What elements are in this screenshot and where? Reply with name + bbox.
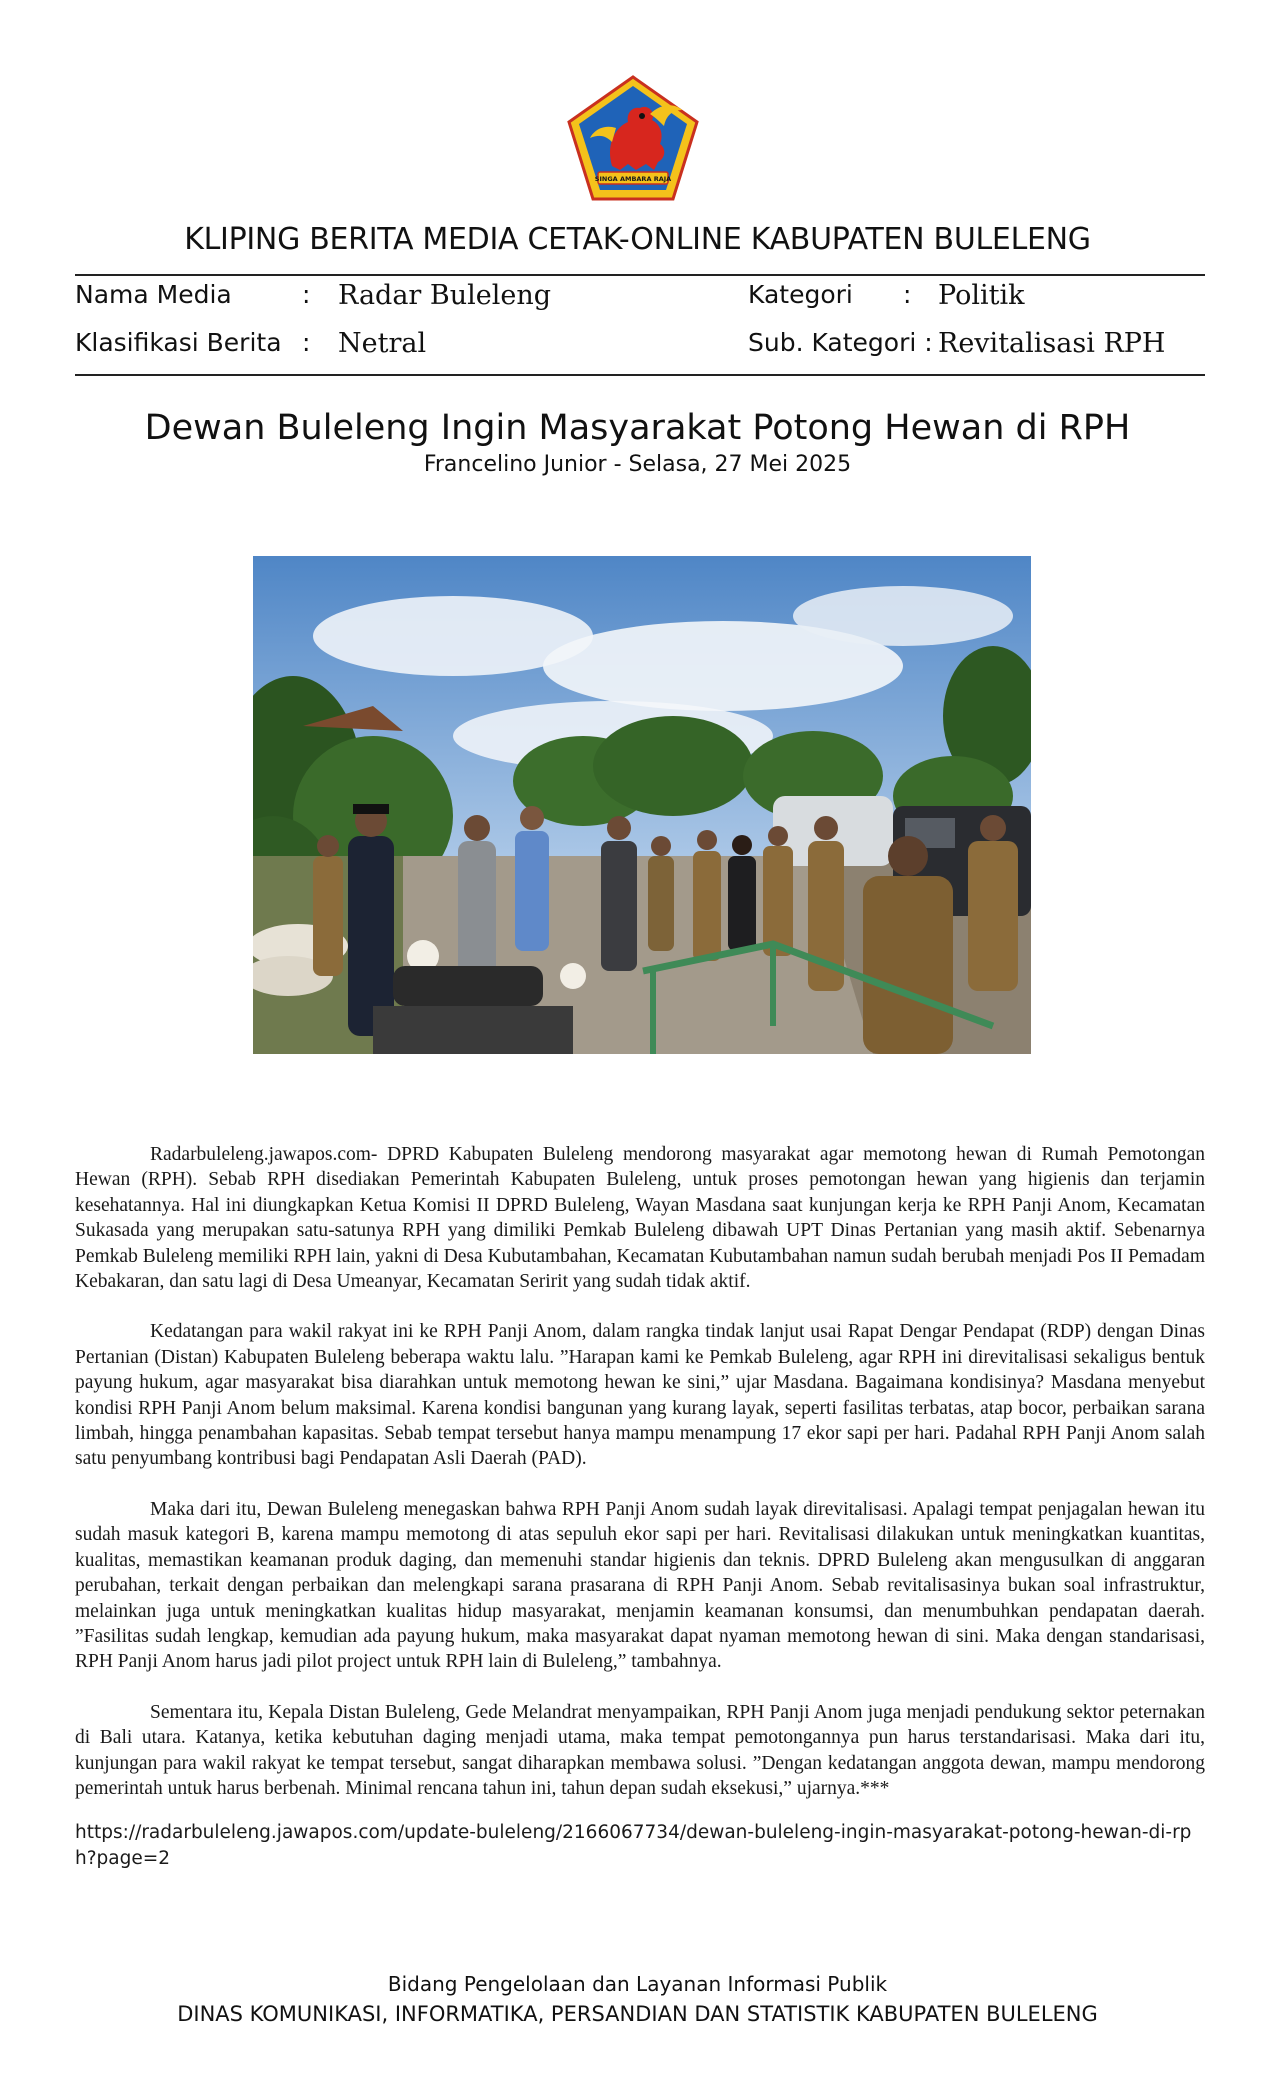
nama-media-value: Radar Buleleng bbox=[338, 280, 552, 311]
klasifikasi-value: Netral bbox=[338, 328, 427, 359]
header-divider-top bbox=[75, 274, 1205, 276]
article-paragraph: Kedatangan para wakil rakyat ini ke RPH Panji Anom, dalam rangka tindak lanjut usai Rapat Dengar Pendapat (RDP) dengan Dinas Pertanian (Distan) Kabupaten Buleleng beberapa waktu lalu. ”Harapan kami ke Pemkab Buleleng, agar RPH ini direvitalisasi sekaligus bentuk payung hukum, agar masyarakat bisa diarahkan untuk memotong hewan ke sini,” ujar Masdana. Bagaimana kondisinya? Masdana menyebut kondisi RPH Panji Anom belum maksimal. Karena kondisi bangunan yang kurang layak, seperti fasilitas terbatas, atap bocor, perbaikan sarana limbah, hingga penambahan kapasitas. Sebab tempat tersebut hanya mampu menampung 17 ekor sapi per hari. Padahal RPH Panji Anom salah satu penyumbang kontribusi bagi Pendapatan Asli Daerah (PAD). bbox=[75, 1321, 1205, 1470]
article-paragraph: Sementara itu, Kepala Distan Buleleng, Gede Melandrat menyampaikan, RPH Panji Anom juga menjadi pendukung sektor peternakan di Bali utara. Katanya, ketika kebutuhan daging menjadi utama, maka tempat pemotongannya pun harus terstandarisasi. Maka dari itu, kunjungan para wakil rakyat ke tempat tersebut, sangat diharapkan membawa solusi. ”Dengan kedatangan anggota dewan, mampu mendorong pemerintah untuk harus berbenah. Minimal rencana tahun ini, tahun depan sudah eksekusi,” ujarnya.*** bbox=[75, 1701, 1205, 1799]
sub-kategori-value: Revitalisasi RPH bbox=[938, 328, 1166, 359]
page-header-title: KLIPING BERITA MEDIA CETAK-ONLINE KABUPATEN BULELENG bbox=[184, 222, 1091, 257]
article-byline: Francelino Junior - Selasa, 27 Mei 2025 bbox=[423, 452, 852, 477]
article-paragraph: Maka dari itu, Dewan Buleleng menegaskan bahwa RPH Panji Anom sudah layak direvitalisasi. Apalagi tempat penjagalan hewan itu sudah masuk kategori B, karena mampu memotong di atas sepuluh ekor sapi per hari. Revitalisasi dilakukan untuk meningkatkan kuantitas, kualitas, memastikan keamanan produk daging, dan memenuhi standar higienis dan teknis. DPRD Buleleng akan mengusulkan di anggaran perubahan, terkait dengan perbaikan dan melengkapi sarana prasarana di RPH Panji Anom. Sebab revitalisasinya bukan soal infrastruktur, melainkan juga untuk meningkatkan kualitas hidup masyarakat, menjamin keamanan konsumsi, dan menumbuhkan pendapatan daerah. ”Fasilitas sudah lengkap, kemudian ada payung hukum, maka masyarakat dapat nyaman memotong hewan di sini. Maka dengan standarisasi, RPH Panji Anom harus jadi pilot project untuk RPH lain di Buleleng,” tambahnya. bbox=[75, 1498, 1205, 1673]
kategori-colon: : bbox=[903, 280, 912, 309]
footer-agency: DINAS KOMUNIKASI, INFORMATIKA, PERSANDIAN DAN STATISTIK KABUPATEN BULELENG bbox=[177, 2002, 1098, 2026]
klasifikasi-label: Klasifikasi Berita bbox=[75, 328, 282, 357]
site-visit-photo bbox=[253, 556, 1031, 1054]
source-url-link[interactable]: https://radarbuleleng.jawapos.com/update-buleleng/2166067734/dewan-buleleng-ingin-masyarakat-potong-hewan-di-rph?page=2 bbox=[75, 1822, 1192, 1869]
sub-kategori-label: Sub. Kategori : bbox=[748, 328, 933, 357]
header-divider-bottom bbox=[75, 374, 1205, 376]
kategori-label: Kategori bbox=[748, 280, 853, 309]
article-headline: Dewan Buleleng Ingin Masyarakat Potong Hewan di RPH bbox=[144, 408, 1131, 448]
article-photo bbox=[253, 556, 1031, 1054]
kategori-value: Politik bbox=[938, 280, 1025, 311]
article-paragraph: Radarbuleleng.jawapos.com- DPRD Kabupaten Buleleng mendorong masyarakat agar memotong hewan di Rumah Pemotongan Hewan (RPH). Sebab RPH disediakan Pemerintah Kabupaten Buleleng, untuk proses pemotongan hewan yang higienis dan terjamin kesehatannya. Hal ini diungkapkan Ketua Komisi II DPRD Buleleng, Wayan Masdana saat kunjungan kerja ke RPH Panji Anom, Kecamatan Sukasada yang merupakan satu-satunya RPH yang dimiliki Pemkab Buleleng dibawah UPT Dinas Pertanian yang masih aktif. Sebenarnya Pemkab Buleleng memiliki RPH lain, yakni di Desa Kubutambahan, Kecamatan Kubutambahan namun sudah berubah menjadi Pos II Pemadam Kebakaran, dan satu lagi di Desa Umeanyar, Kecamatan Seririt yang sudah tidak aktif. bbox=[75, 1144, 1205, 1293]
nama-media-label: Nama Media bbox=[75, 280, 232, 309]
nama-media-colon: : bbox=[302, 280, 311, 309]
buleleng-emblem-logo bbox=[566, 74, 700, 202]
klasifikasi-colon: : bbox=[302, 328, 311, 357]
emblem-motto: SINGA AMBARA RAJA bbox=[594, 175, 672, 183]
article-body bbox=[75, 1142, 1205, 1826]
footer-department: Bidang Pengelolaan dan Layanan Informasi Publik bbox=[387, 1972, 888, 1996]
emblem-icon bbox=[566, 74, 700, 202]
